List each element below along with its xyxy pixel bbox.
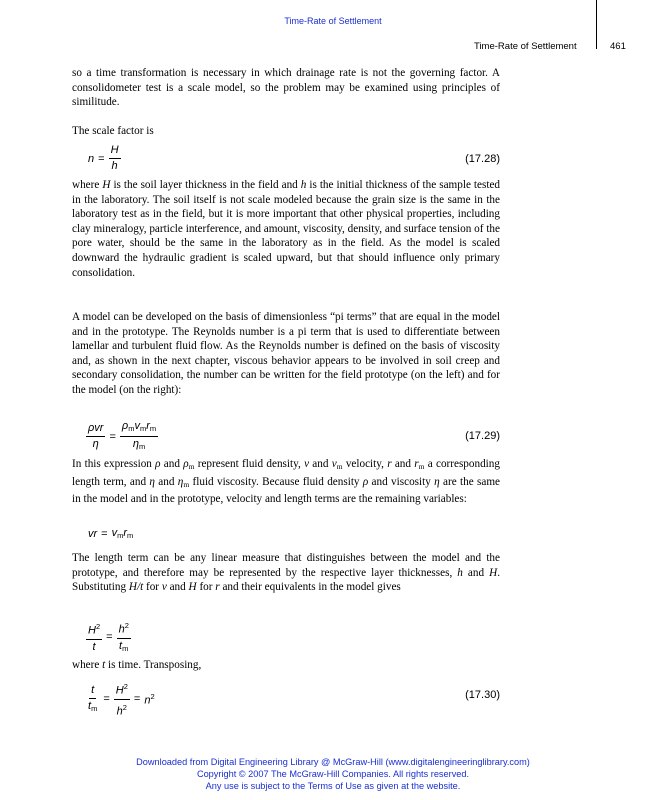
equation-17-28: n = $\frac{H}{h}$	[88, 144, 119, 172]
equation-vr: vr = $v_mr_m$	[88, 527, 134, 540]
footer	[0, 756, 666, 792]
top-title-link[interactable]: Time-Rate of Settlement	[284, 16, 382, 26]
equation-number-17-30: (17.30)	[465, 689, 500, 701]
paragraph-6: The length term can be any linear measure that distinguishes between the model and the prototype, and therefore may be represented by the respective layer thicknesses, h and H. Substituting H/t for v and H for r and their equivalents in the model gives	[72, 552, 500, 594]
equation-number-17-29: (17.29)	[465, 430, 500, 442]
equation-number-17-28: (17.28)	[465, 153, 500, 165]
equation-17-29: $\frac{\text{ρvr}}{\eta}$ = $\frac{\rho_mv_mr_m}{\eta_m}$	[88, 420, 157, 451]
footer-download-link[interactable]: Downloaded from Digital Engineering Library @ McGraw-Hill (www.digitalengineeringlibrary.com)	[136, 757, 530, 767]
footer-terms-link[interactable]: Any use is subject to the Terms of Use as given at the website.	[205, 781, 461, 791]
paragraph-1: so a time transformation is necessary in which drainage rate is not the governing factor. A consolidometer test is a scale model, so the problem may be examined using principles of similitude.	[72, 67, 500, 109]
paragraph-5: In this expression ρ and $\rho_m$ represent fluid density, v and $v_m$ velocity, r and $r_m$ a corresponding length term, and η and $\eta_m$ fluid viscosity. Because fluid density ρ and viscosity η are the same in the model and in the prototype, velocity and length terms are the remaining variables:	[72, 458, 501, 506]
paragraph-4: A model can be developed on the basis of dimensionless “pi terms” that are equal in the model and in the prototype. The Reynolds number is a pi term that is used to differentiate between lamellar and turbulent fluid flow. As the Reynolds number is defined on the basis of viscosity and, as shown in the next chapter, viscous behavior appears to be involved in soil creep and secondary consolidation, the number can be written for the field prototype (on the left) and for the model (on the right):	[72, 311, 500, 396]
paragraph-2: The scale factor is	[72, 125, 154, 137]
equation-17-30: $\frac{t}{t_m}$ = $\frac{H^2}{h^2}$ = $n^2$	[88, 682, 155, 718]
footer-copyright: Copyright © 2007 The McGraw-Hill Companies. All rights reserved.	[196, 769, 470, 779]
paragraph-3: where H is the soil layer thickness in the field and h is the initial thickness of the sample tested in the laboratory. The soil itself is not scale modeled because the grain size is the same in the laboratory test as in the field, but it is more important that other physical properties, including clay mineralogy, particle interference, and amount, viscosity, density, and surface tension of the pore water, should be the same in the laboratory as in the field. As the model is scaled downward the hydraulic gradient is scaled upward, but that should influence only primary consolidation.	[72, 179, 501, 279]
header-rule	[596, 0, 597, 49]
page-number: 461	[610, 41, 626, 52]
running-head: Time-Rate of Settlement	[474, 41, 577, 52]
paragraph-7: where t is time. Transposing,	[72, 659, 202, 671]
equation-h-squared: $\frac{H^2}{t}$ = $\frac{h^2}{t_m}$	[88, 621, 129, 653]
